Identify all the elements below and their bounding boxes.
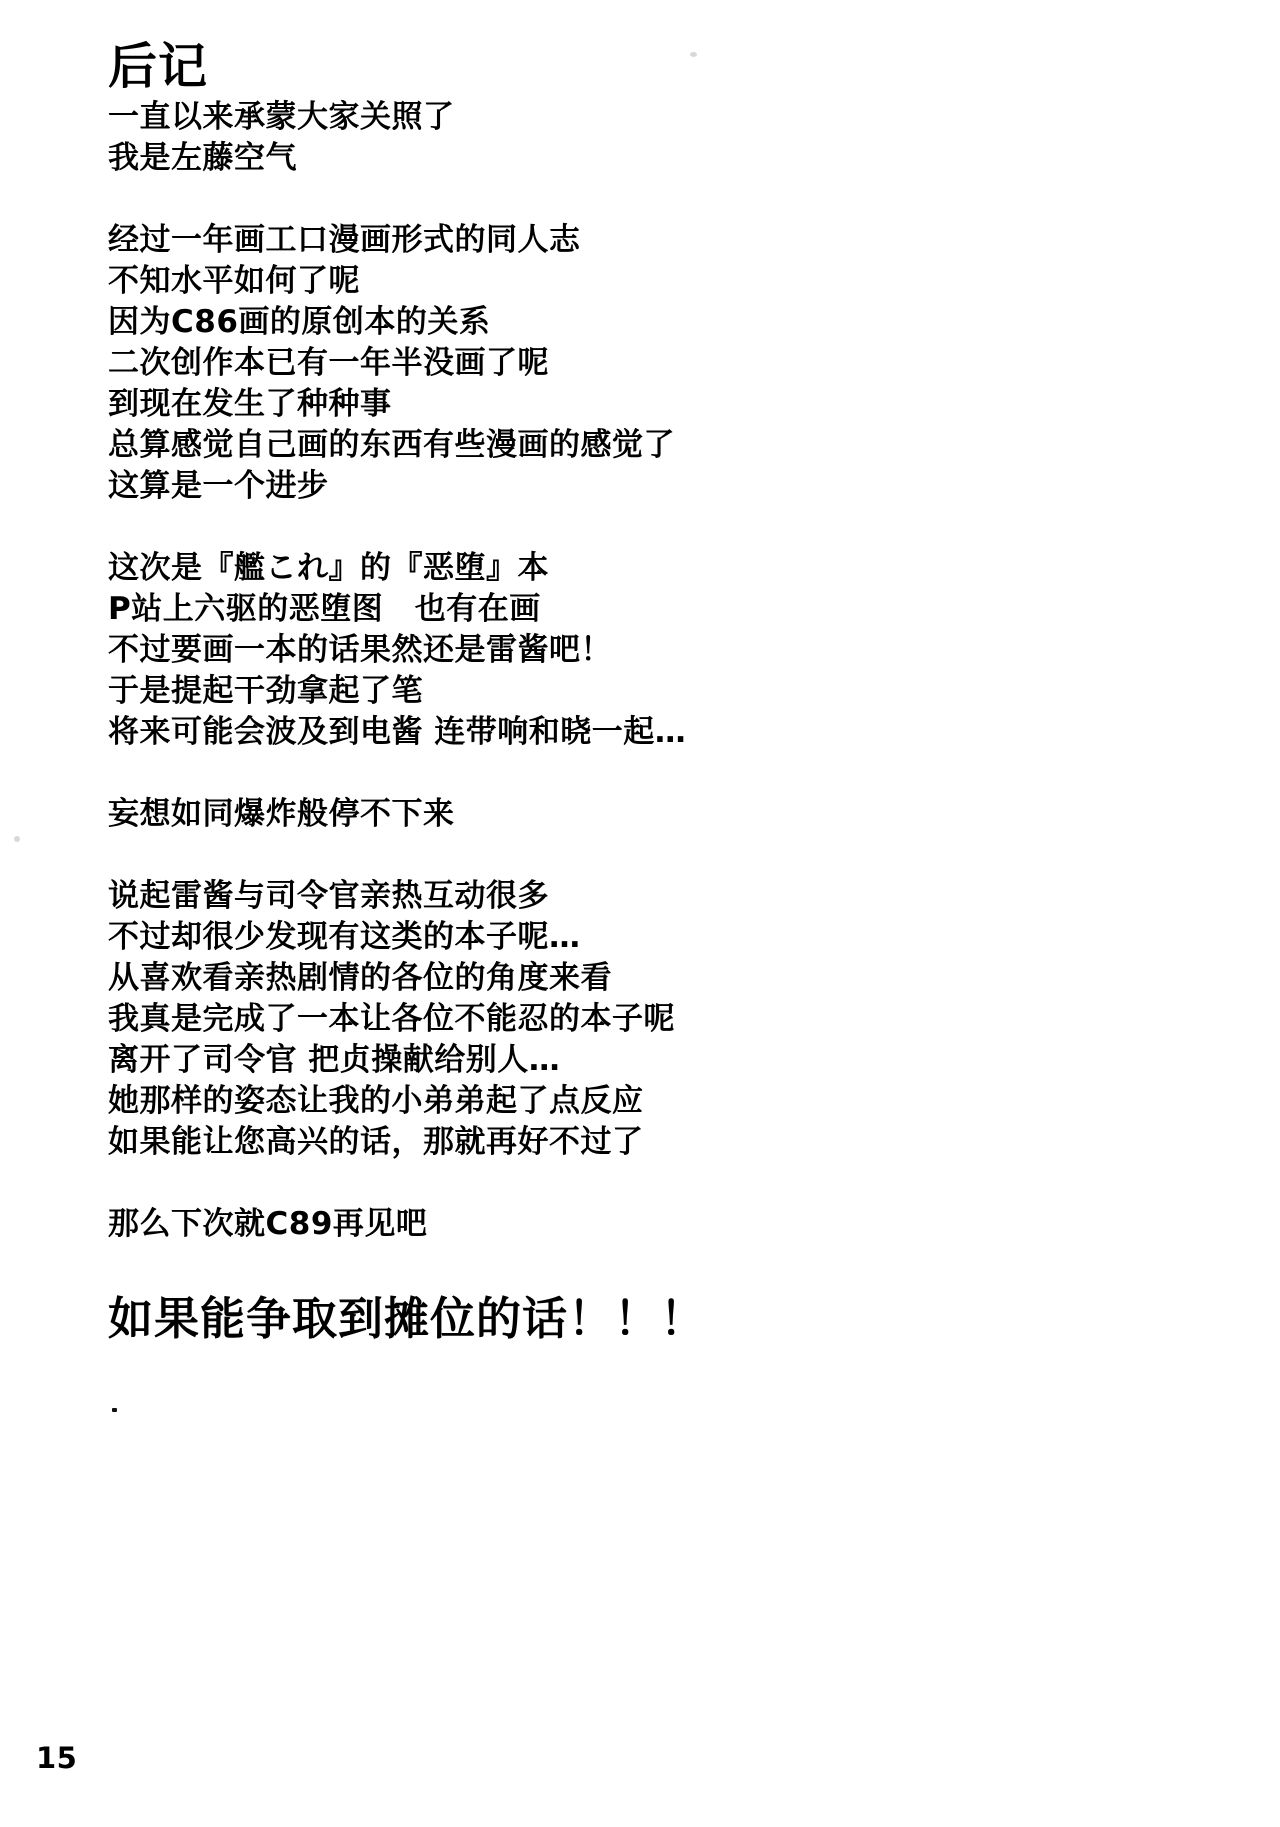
paragraph-progress bbox=[108, 220, 1108, 507]
text-line: 我是左藤空气 bbox=[108, 140, 297, 176]
text-line: 将来可能会波及到电酱 连带响和晓一起… bbox=[108, 714, 687, 750]
text-line: 从喜欢看亲热剧情的各位的角度来看 bbox=[108, 960, 612, 996]
text-line: 我真是完成了一本让各位不能忍的本子呢 bbox=[108, 1001, 675, 1037]
text-line: P站上六驱的恶堕图 也有在画 bbox=[108, 591, 541, 627]
paragraph-gap bbox=[108, 753, 1108, 794]
emphasis-line: 如果能争取到摊位的话！！！ bbox=[108, 1292, 707, 1345]
afterword-body bbox=[108, 38, 1108, 1349]
paragraph-closing bbox=[108, 876, 1108, 1163]
paragraph-intro bbox=[108, 97, 1108, 179]
text-line: 她那样的姿态让我的小弟弟起了点反应 bbox=[108, 1083, 644, 1119]
text-line: 因为C86画的原创本的关系 bbox=[108, 304, 491, 340]
page-number: 15 bbox=[36, 1741, 78, 1775]
page-title: 后记 bbox=[108, 38, 209, 95]
paragraph-gap bbox=[108, 1163, 1108, 1204]
paragraph-theme bbox=[108, 548, 1108, 753]
text-line: 离开了司令官 把贞操献给别人… bbox=[108, 1042, 561, 1078]
text-line: 二次创作本已有一年半没画了呢 bbox=[108, 345, 549, 381]
text-line: 不过却很少发现有这类的本子呢… bbox=[108, 919, 581, 955]
text-line: 一直以来承蒙大家关照了 bbox=[108, 99, 455, 135]
text-line: 到现在发生了种种事 bbox=[108, 386, 392, 422]
paragraph-delusion bbox=[108, 794, 1108, 835]
ink-dot bbox=[112, 1408, 117, 1412]
text-line: 于是提起干劲拿起了笔 bbox=[108, 673, 423, 709]
paper-speck bbox=[14, 836, 20, 842]
text-line: 妄想如同爆炸般停不下来 bbox=[108, 796, 455, 832]
text-line: 那么下次就C89再见吧 bbox=[108, 1206, 428, 1242]
text-line: 如果能让您高兴的话，那就再好不过了 bbox=[108, 1124, 644, 1160]
text-line: 不过要画一本的话果然还是雷酱吧！ bbox=[108, 632, 612, 668]
text-line: 不知水平如何了呢 bbox=[108, 263, 360, 299]
text-line: 说起雷酱与司令官亲热互动很多 bbox=[108, 878, 549, 914]
text-line: 经过一年画工口漫画形式的同人志 bbox=[108, 222, 581, 258]
paragraph-gap bbox=[108, 507, 1108, 548]
paragraph-gap bbox=[108, 835, 1108, 876]
text-line: 这次是『艦これ』的『恶堕』本 bbox=[108, 550, 549, 586]
text-line: 这算是一个进步 bbox=[108, 468, 329, 504]
paragraph-farewell bbox=[108, 1204, 1108, 1245]
paragraph-gap bbox=[108, 179, 1108, 220]
text-line: 总算感觉自己画的东西有些漫画的感觉了 bbox=[108, 427, 675, 463]
